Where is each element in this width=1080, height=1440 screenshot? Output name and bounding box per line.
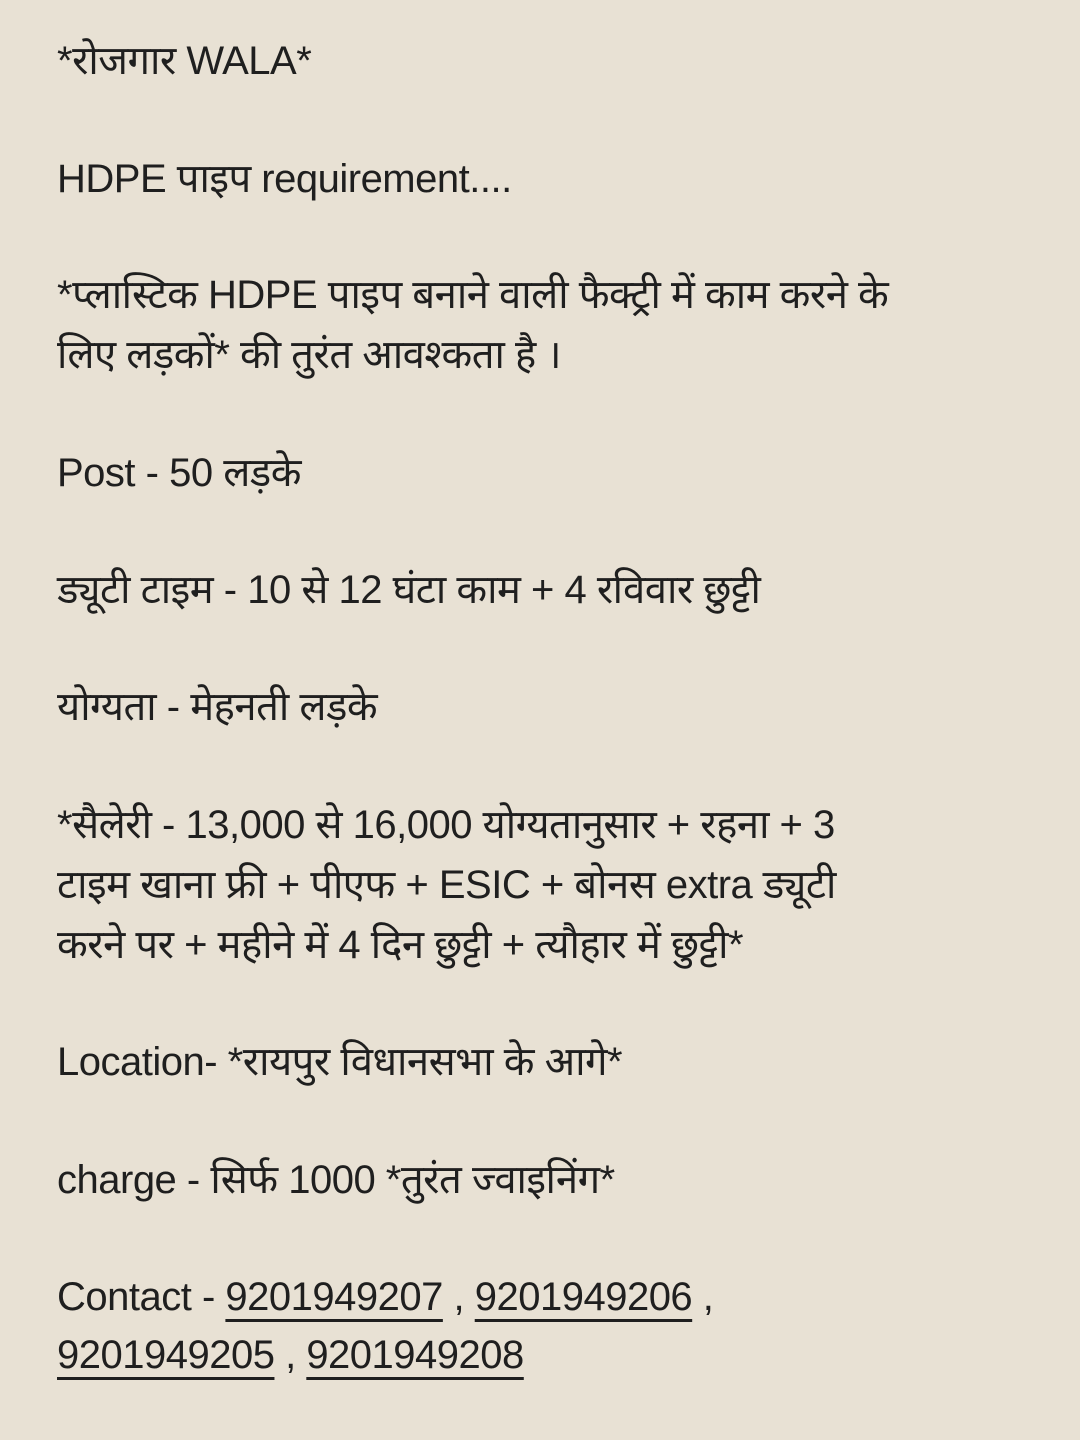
message-title: *रोजगार WALA*	[57, 39, 312, 83]
phone-link-2[interactable]: 9201949206	[474, 1275, 693, 1319]
salary-line-2: टाइम खाना फ्री + पीएफ + ESIC + बोनस extra ड्यूटी	[57, 863, 836, 907]
location: Location- *रायपुर विधानसभा के आगे*	[57, 1040, 623, 1084]
separator: ,	[274, 1333, 307, 1377]
message-subtitle: HDPE पाइप requirement....	[57, 157, 512, 201]
contact-line-1	[57, 1268, 713, 1327]
intro-line-2: लिए लड़कों* की तुरंत आवश्कता है ।	[57, 333, 562, 377]
intro-line-1: *प्लास्टिक HDPE पाइप बनाने वाली फैक्ट्री में काम करने के	[57, 273, 889, 317]
contact-line-2	[57, 1326, 524, 1385]
qualification: योग्यता - मेहनती लड़के	[57, 685, 378, 729]
duty-time: ड्यूटी टाइम - 10 से 12 घंटा काम + 4 रविवार छुट्टी	[57, 568, 761, 612]
salary-line-3: करने पर + महीने में 4 दिन छुट्टी + त्यौहार में छुट्टी*	[57, 923, 744, 967]
contact-label: Contact -	[57, 1275, 226, 1319]
separator: ,	[692, 1275, 714, 1319]
salary-line-1: *सैलेरी - 13,000 से 16,000 योग्यतानुसार + रहना + 3	[57, 803, 835, 847]
separator: ,	[442, 1275, 475, 1319]
charge: charge - सिर्फ 1000 *तुरंत ज्वाइनिंग*	[57, 1158, 615, 1202]
phone-link-4[interactable]: 9201949208	[306, 1333, 524, 1377]
phone-link-3[interactable]: 9201949205	[57, 1333, 275, 1377]
post-count: Post - 50 लड़के	[57, 451, 301, 495]
phone-link-1[interactable]: 9201949207	[225, 1275, 443, 1319]
